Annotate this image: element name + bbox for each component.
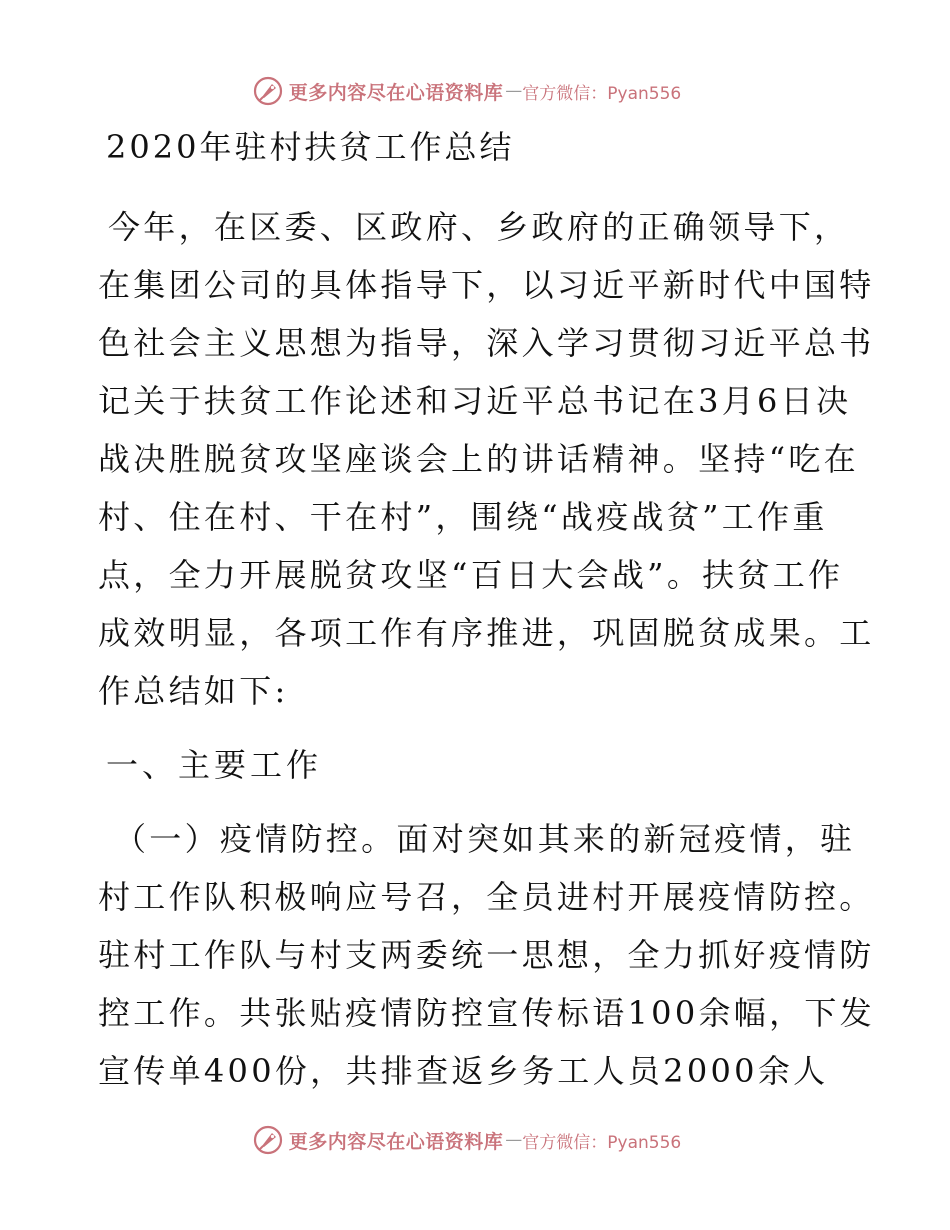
watermark-content <box>253 76 681 106</box>
pen-nib-logo-icon <box>253 76 283 106</box>
watermark-main-text: 更多内容尽在心语资料库 <box>288 1130 504 1153</box>
paragraph-line: 今年，在区委、区政府、乡政府的正确领导下， <box>108 208 850 246</box>
intro-paragraph <box>98 198 875 720</box>
paragraph-line: 在集团公司的具体指导下，以习近平新时代中国特 <box>98 266 875 304</box>
paragraph-line: 宣传单400份，共排查返乡务工人员2000余人 <box>98 1052 829 1090</box>
section-heading: 一、主要工作 <box>106 746 323 784</box>
document-body <box>98 118 875 1100</box>
paragraph-line: 色社会主义思想为指导，深入学习贯彻习近平总书 <box>98 324 875 362</box>
pen-nib-logo-icon <box>253 1125 283 1155</box>
paragraph-line: 控工作。共张贴疫情防控宣传标语100余幅，下发 <box>98 994 875 1032</box>
watermark-wechat-text: 官方微信：Pyan556 <box>522 83 682 104</box>
watermark-main-text: 更多内容尽在心语资料库 <box>288 81 504 104</box>
paragraph-line: 村工作队积极响应号召，全员进村开展疫情防控。 <box>98 878 875 916</box>
document-title: 2020年驻村扶贫工作总结 <box>106 128 515 166</box>
watermark-separator: — <box>505 1130 523 1150</box>
epidemic-paragraph <box>98 810 875 1100</box>
paragraph-line: 作总结如下: <box>98 672 289 710</box>
paragraph-line: （一）疫情防控。面对突如其来的新冠疫情，驻 <box>114 820 856 858</box>
paragraph-line: 成效明显，各项工作有序推进，巩固脱贫成果。工 <box>98 614 875 652</box>
paragraph-line: 点，全力开展脱贫攻坚“百日大会战”。扶贫工作 <box>98 556 844 594</box>
paragraph-line: 村、住在村、干在村”，围绕“战疫战贫”工作重 <box>98 498 828 536</box>
paragraph-line: 记关于扶贫工作论述和习近平总书记在3月6日决 <box>98 382 852 420</box>
paragraph-line: 驻村工作队与村支两委统一思想，全力抓好疫情防 <box>98 936 875 974</box>
watermark-wechat-text: 官方微信：Pyan556 <box>522 1132 682 1153</box>
watermark-separator: — <box>505 81 523 101</box>
paragraph-line: 战决胜脱贫攻坚座谈会上的讲话精神。坚持“吃在 <box>98 440 859 478</box>
watermark-banner-top <box>0 73 950 109</box>
watermark-banner-bottom <box>0 1122 950 1158</box>
watermark-content <box>253 1125 681 1155</box>
